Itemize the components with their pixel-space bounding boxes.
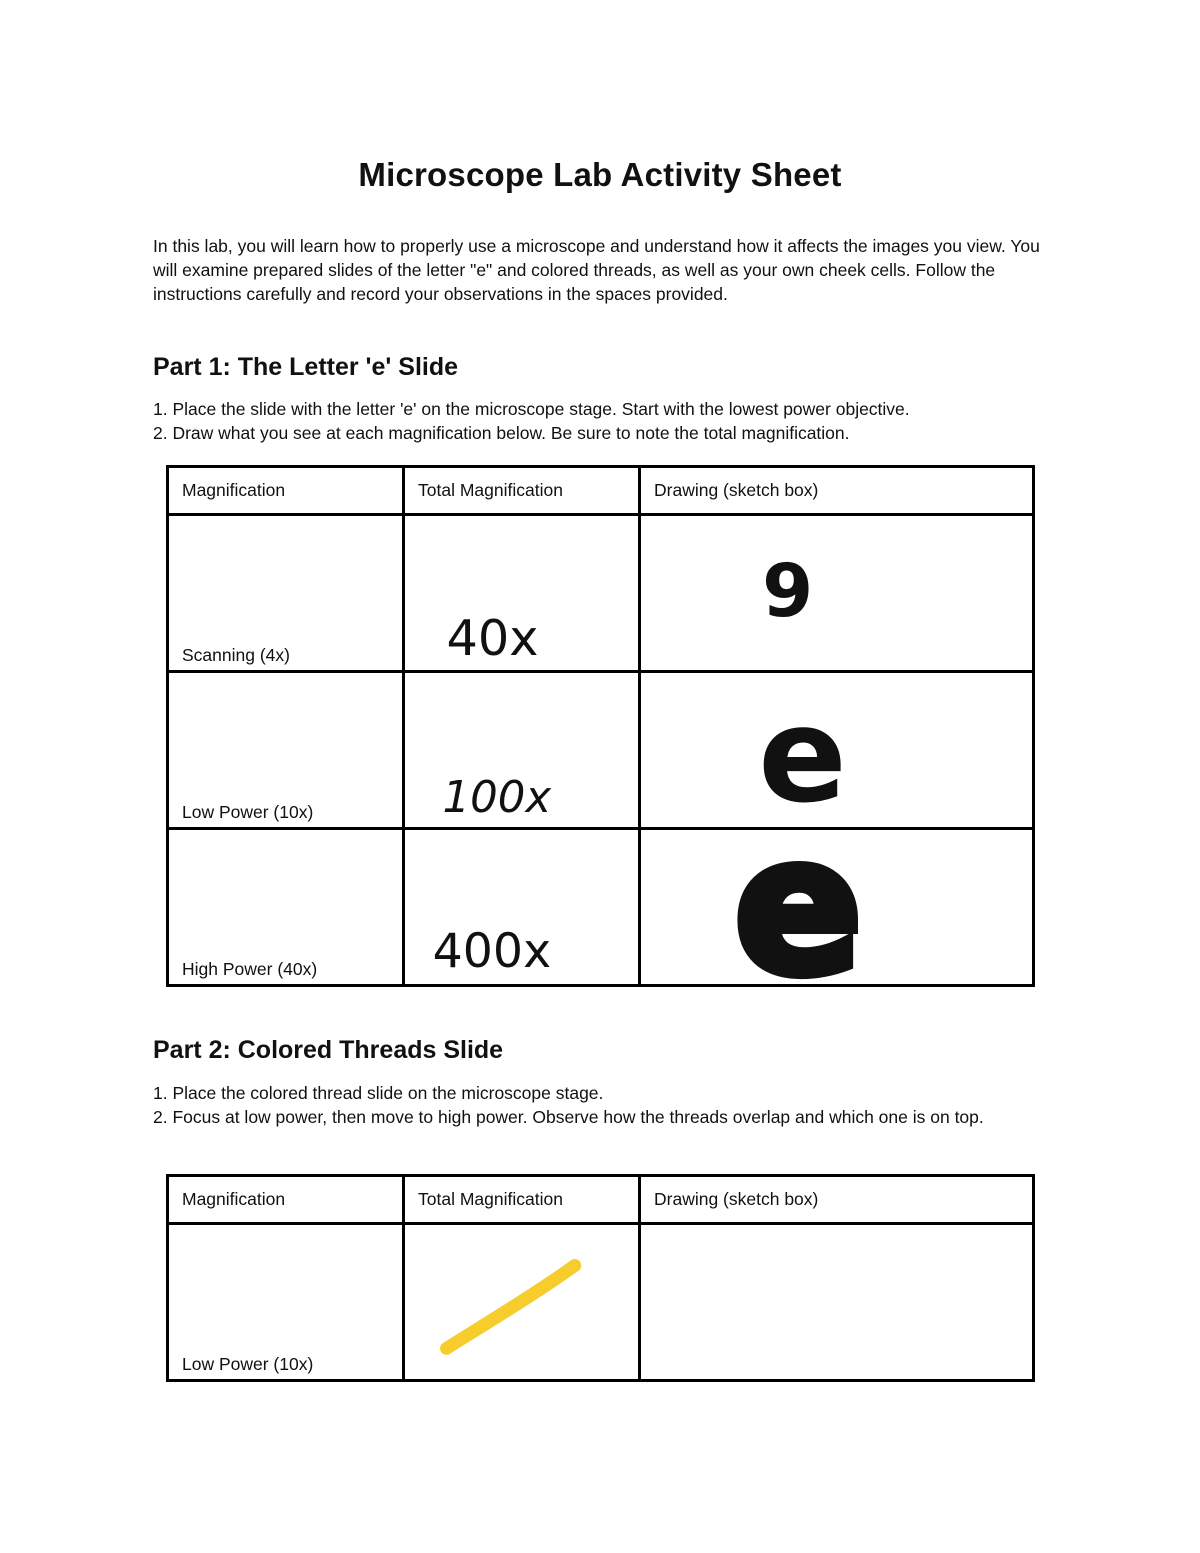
- part1-step-2: 2. Draw what you see at each magnification below. Be sure to note the total magnification.: [153, 423, 850, 443]
- row-label: Low Power (10x): [182, 802, 314, 822]
- table-row: [168, 672, 1034, 829]
- part2-step-1: 1. Place the colored thread slide on the microscope stage.: [153, 1083, 604, 1103]
- yellow-scribble: [405, 1225, 638, 1379]
- table-header-row: [168, 467, 1034, 515]
- magnification-cell: [168, 672, 404, 829]
- table-header-row: [168, 1176, 1034, 1224]
- header-total-magnification: Total Magnification: [404, 1176, 640, 1224]
- sketch-drawing-text: e: [734, 830, 863, 984]
- header-drawing: Drawing (sketch box): [640, 1176, 1034, 1224]
- yellow-stroke: [446, 1265, 574, 1348]
- total-magnification-cell[interactable]: [404, 829, 640, 986]
- page-title: Microscope Lab Activity Sheet: [358, 156, 842, 193]
- part1-steps: [153, 397, 1053, 445]
- table-row: [168, 829, 1034, 986]
- part2-heading: Part 2: Colored Threads Slide: [153, 1036, 504, 1064]
- drawing-cell[interactable]: [640, 829, 1034, 986]
- magnification-cell: [168, 829, 404, 986]
- part2-steps: [153, 1081, 1053, 1129]
- header-magnification: Magnification: [168, 1176, 404, 1224]
- handwritten-total-text: 100x: [442, 773, 552, 824]
- handwritten-total-text: 400x: [432, 924, 552, 980]
- drawing-cell[interactable]: [640, 672, 1034, 829]
- drawing-cell[interactable]: [640, 515, 1034, 672]
- part2-table: [166, 1174, 1035, 1382]
- handwritten-total-text: 40x: [446, 609, 539, 668]
- handwritten-total: [405, 830, 638, 984]
- row-label: High Power (40x): [182, 959, 318, 979]
- total-magnification-cell[interactable]: [404, 1224, 640, 1381]
- part1-table: [166, 465, 1035, 987]
- table-row: [168, 1224, 1034, 1381]
- handwritten-total: [405, 673, 638, 827]
- sketch-drawing: [641, 830, 1032, 984]
- total-magnification-cell[interactable]: [404, 515, 640, 672]
- handwritten-total: [405, 516, 638, 670]
- header-drawing: Drawing (sketch box): [640, 467, 1034, 515]
- header-total-magnification: Total Magnification: [404, 467, 640, 515]
- part1-heading: Part 1: The Letter 'e' Slide: [153, 353, 459, 381]
- magnification-cell: [168, 1224, 404, 1381]
- intro-paragraph: In this lab, you will learn how to properly use a microscope and understand how it affects the images you view. You will examine prepared slides of the letter "e" and colored threads, as well as your own cheek cells. Follow the instructions carefully and record your observations in the spaces provided.: [153, 236, 1040, 304]
- row-label: Scanning (4x): [182, 645, 290, 665]
- sketch-drawing: [641, 673, 1032, 827]
- header-magnification: Magnification: [168, 467, 404, 515]
- sketch-drawing-text: 9: [762, 548, 814, 634]
- total-magnification-cell[interactable]: [404, 672, 640, 829]
- magnification-cell: [168, 515, 404, 672]
- row-label: Low Power (10x): [182, 1354, 314, 1374]
- part1-step-1: 1. Place the slide with the letter 'e' on the microscope stage. Start with the lowest power objective.: [153, 399, 910, 419]
- sketch-drawing: [641, 516, 1032, 670]
- drawing-cell[interactable]: [640, 1224, 1034, 1381]
- part2-step-2: 2. Focus at low power, then move to high power. Observe how the threads overlap and which one is on top.: [153, 1107, 984, 1127]
- table-row: [168, 515, 1034, 672]
- sketch-drawing-text: e: [758, 678, 847, 827]
